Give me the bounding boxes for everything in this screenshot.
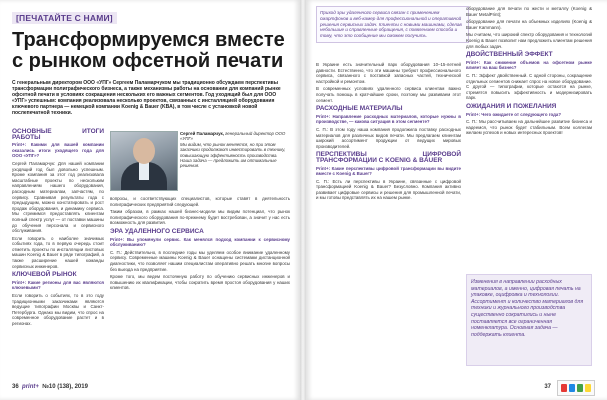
right-column-2 xyxy=(466,6,592,138)
left-column-2 xyxy=(110,196,290,293)
right-page xyxy=(306,0,607,400)
logo-bar-4 xyxy=(585,384,591,392)
question: Print+: Какие перспективы цифровой трансформации вы видите вместе с Koenig & Bauer? xyxy=(316,165,461,177)
answer: С. П.: Эффект двойственный. С одной стороны, сокращение отдельных сегментов снижает спрос на новое оборудование. С другой — типографии, которые остаются на рынке, стремятся повысить эффективность и модернизировать парк. xyxy=(466,72,592,101)
answer: С. П.: В этом году наша компания продолжила поставку расходных материалов для различных видов печати. Мы предлагаем клиентам широкий ассортимент продукции от ведущих мировых производителей. xyxy=(316,126,461,149)
page-number: 36 xyxy=(12,384,19,390)
body-text: оборудование для печати на объемных изделиях (Koenig & Bauer Kammann). xyxy=(466,19,592,30)
answer: С. П.: Есть ли перспективы в Украине, связанные с цифровой трансформацией Koenig & Bauer? Безусловно. Компания активно развивает цифровые сервисы и решения для промышленной печати, и мы готовы представлять их на нашем рынке. xyxy=(316,178,461,201)
section-heading-key-market: КЛЮЧЕВОЙ РЫНОК xyxy=(12,271,77,279)
question: Print+: Какими для вашей компании оказались итоги уходящего года для ООО «УПГ»? xyxy=(12,142,104,159)
body-text: В Украине есть значительный парк оборудования 10–15-летней давности. Естественно, что эти машины требуют профессионального сервиса, связанного с поставкой запасных частей, технической настройкой и ремонтом. xyxy=(316,62,461,84)
body-text: В современных условиях удаленного сервиса клиентам важно получать помощь в кратчайшие сроки, поэтому мы развиваем этот сегмент. xyxy=(316,86,461,103)
partner-logo xyxy=(557,380,595,396)
callout-top: Приход эры удаленного сервиса связан с применением смартфонов и веб-камер для профессиональной и оперативной решения сервисных задач. Клиенты с новыми машинами, сделав небольшие и справленные обращения, с появлением способа и тому, что это сообщение мы сможем получить. xyxy=(316,6,469,43)
question: Print+: Какие регионы для вас являются ключевыми? xyxy=(12,279,104,291)
body-text: Мы считаем, что широкий спектр оборудования и технологий Koenig & Bauer позволит нам предложить клиентам решения для любых задач. xyxy=(466,32,592,49)
question: Print+: Как снижение объемов на офсетном рынке влияет на ваш бизнес? xyxy=(466,59,592,71)
left-column-1 xyxy=(12,126,104,329)
section-heading-dual-effect: ДВОЙСТВЕННЫЙ ЭФФЕКТ xyxy=(466,51,553,59)
section-heading-consumables: РАСХОДНЫЕ МАТЕРИАЛЫ xyxy=(316,105,403,113)
question: Print+: Вы упомянули сервис. Как менялся подход компании к сервисному обслуживанию? xyxy=(110,236,290,248)
page-number: 37 xyxy=(544,384,551,390)
question: Print+: Направление расходных материалов, которые нужны в производстве, — какова ситуация в этом сегменте? xyxy=(316,113,461,125)
answer: Кроме того, мы ведем постоянную работу по обучению сервисных инженеров и повышению их квалификации, чтобы сократить время простоя оборудования у наших клиентов. xyxy=(110,274,290,291)
body-text: вопросы, и соответствующих специалистов, которые ставят в деятельность полиграфических предприятий следующей. xyxy=(110,196,290,207)
issue-info: №10 (138), 2019 xyxy=(42,384,88,390)
photo-head xyxy=(133,138,155,164)
callout-box: Изменения в направлении расходных материалов, а именно, цифровая печать на упаковке, оцифровка и технологии. Ассортимент и количество материалов для техники и журнального производства существенно сократились и ныне поставляется все ограниченная номенклатура. Основная задача — поддержать клиента. xyxy=(466,274,592,366)
body-text: Таким образом, в рамках нашей бизнес-модели мы видим потенциал, что рынок полиграфического оборудования по-прежнему будет востребован, а значит у нас есть возможность для развития. xyxy=(110,209,290,226)
headline: Трансформируемся вместе с рынком офсетной печати xyxy=(12,29,285,72)
section-heading-results: ОСНОВНЫЕ ИТОГИ РАБОТЫ xyxy=(12,128,104,141)
caption-name: Сергей Паламарчук, xyxy=(180,131,224,136)
left-page xyxy=(0,0,300,400)
section-tag: [ПЕЧАТАЙТЕ С НАМИ] xyxy=(12,12,117,24)
caption-role: генеральный директор ООО «УПГ» xyxy=(180,131,286,142)
interviewee-photo xyxy=(110,131,178,191)
answer: С. П.: Действительно, в последние годы мы уделяем особое внимание удаленному сервису. Современные машины Koenig & Bauer оснащены системами дистанционной диагностики, что позволяет нашим специалистам оперативно решать многие вопросы без выезда на предприятие. xyxy=(110,249,290,272)
section-heading-digital-transformation: ПЕРСПЕКТИВЫ ЦИФРОВОЙ ТРАНСФОРМАЦИИ С KOENIG & BAUER xyxy=(316,151,461,164)
logo-bar-2 xyxy=(569,384,575,392)
logo-bar-3 xyxy=(577,384,583,392)
folio-left xyxy=(12,384,88,390)
question: Print+: Чего ожидаете от следующего года? xyxy=(466,111,562,117)
lead-paragraph: С генеральным директором ООО «УПГ» Сергеем Паламарчуком мы традиционно обсуждаем перспективы трансформации полиграфического бизнеса, а также механизмы работы на основании для компаний рынке офсетной печати в условиях сокращения нескольких его важных сегментов. Год уходящий был для ООО «УПГ» успешным: компания реализовала несколько проектов, связанных с инсталляцией оборудования ключевого партнера — немецкой компании Koenig & Bauer (KBA), в том числе с установкой новой послепечатной техники. xyxy=(12,80,281,116)
body-text: оборудование для печати по жести и металлу (Koenig & Bauer MetalPrint); xyxy=(466,6,592,17)
magazine-brand: print+ xyxy=(22,384,39,390)
photo-shirt xyxy=(139,162,149,180)
answer: Сергей Паламарчук: Для нашей компании уходящий год был довольно успешным. Кроме компания за этот год реализовала масштабные проекты по нескольким направлениям нашего оборудования, расходным материалам, запчастям, по сервису. Сравнивая результаты года с предыдущим, можно констатировать и рост продаж оборудования, и динамику сервиса. Мы стремимся предоставлять клиентам полный спектр услуг — от поставки машины до обучения персонала и сервисного обслуживания. xyxy=(12,160,104,234)
answer: Если говорить о наиболее значимых событиях года, то в первую очередь стоит отметить проекты по инсталляции листовых машин Koenig & Bauer в ряде типографий, а также расширение нашей команды сервисных инженеров. xyxy=(12,235,104,269)
folio-right xyxy=(544,384,551,390)
logo-bar-1 xyxy=(561,384,567,392)
section-heading-remote-service: ЭРА УДАЛЕННОГО СЕРВИСА xyxy=(110,227,204,235)
answer: Если говорить о событиях, то в это году традиционными заказчиками являются ведущие типографии Москвы и Санкт-Петербурга. Однако мы видим, что спрос на современное оборудование растет и в регионах. xyxy=(12,293,104,326)
section-heading-expectations: ОЖИДАНИЯ И ПОЖЕЛАНИЯ xyxy=(466,102,557,110)
answer: С. П.: Мы рассчитываем на дальнейшее развитие бизнеса и надеемся, что рынок будет стабильным. Всем коллегам желаем успехов и новых интересных проектов! xyxy=(466,119,592,136)
photo-caption xyxy=(180,131,290,169)
right-column-1 xyxy=(316,62,461,203)
caption-text: Мы видим, что рынок меняется, но при этом заказчики продолжают инвестировать в технику, повышающую эффективность производства. Наша задача — предложить им оптимальные решения. xyxy=(180,141,286,169)
